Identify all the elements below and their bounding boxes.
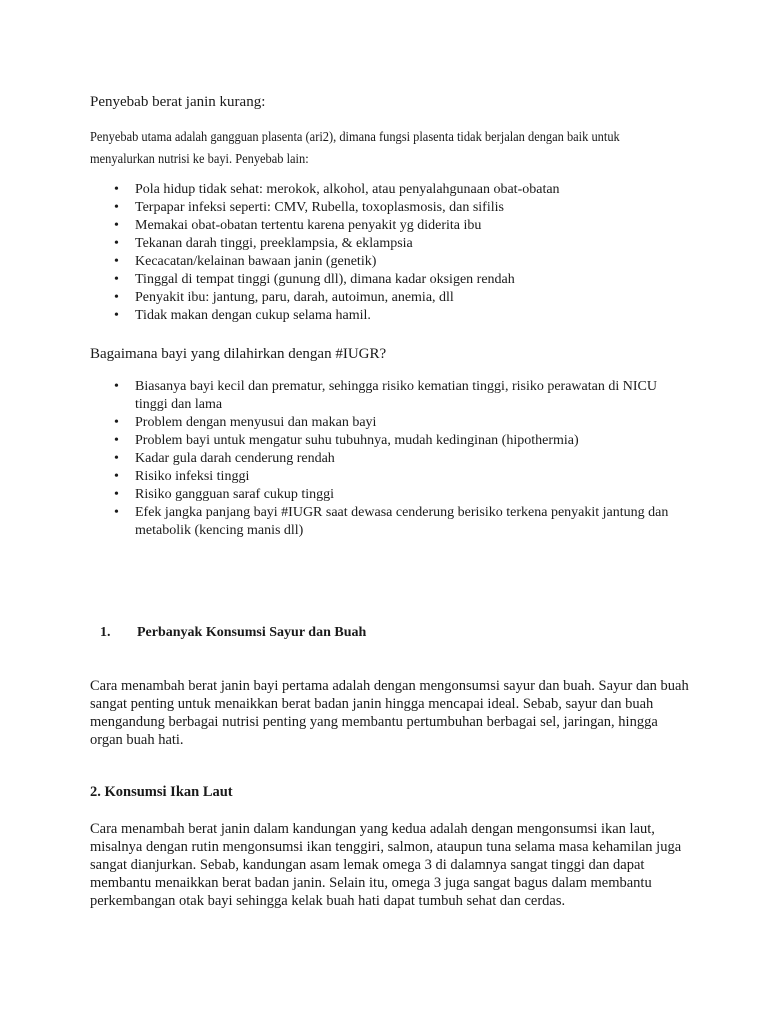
list-item-text: Terpapar infeksi seperti: CMV, Rubella, toxoplasmosis, dan sifilis xyxy=(135,200,504,215)
bullet-icon: • xyxy=(114,451,119,466)
list-item xyxy=(90,307,690,325)
list-item xyxy=(90,432,670,450)
list-item-text: Risiko gangguan saraf cukup tinggi xyxy=(135,487,335,502)
tip2-paragraph: Cara menambah berat janin dalam kandungan yang kedua adalah dengan mengonsumsi ikan laut, misalnya dengan rutin mengonsumsi ikan tenggiri, salmon, ataupun tuna selama masa kehamilan juga sangat dianjurkan. Sebab, kandungan asam lemak omega 3 di dalamnya sangat tinggi dan dapat membantu menaikkan berat badan janin. Selain itu, omega 3 juga sangat bagus dalam membantu perkembangan otak bayi sehingga kelak buah hati dapat tumbuh sehat dan cerdas. xyxy=(90,821,682,909)
list-item xyxy=(90,217,690,235)
bullet-icon: • xyxy=(114,290,119,305)
list-item xyxy=(90,414,670,432)
list-item-text: Kadar gula darah cenderung rendah xyxy=(135,451,335,466)
list-item-text: Tidak makan dengan cukup selama hamil. xyxy=(135,308,371,323)
list-item xyxy=(90,289,690,307)
bullet-icon: • xyxy=(114,272,119,287)
list-item-text: Kecacatan/kelainan bawaan janin (genetik) xyxy=(135,254,377,269)
bullet-icon: • xyxy=(114,469,119,484)
tip1-title: Perbanyak Konsumsi Sayur dan Buah xyxy=(137,625,367,640)
bullet-icon: • xyxy=(114,415,119,430)
list-item-text: Efek jangka panjang bayi #IUGR saat dewasa cenderung berisiko terkena penyakit jantung dan metabolik (kencing manis dll) xyxy=(135,505,669,538)
tip1-paragraph: Cara menambah berat janin bayi pertama adalah dengan mengonsumsi sayur dan buah. Sayur dan buah sangat penting untuk menaikkan berat badan janin hingga mencapai ideal. Sebab, sayur dan buah mengandung berbagai nutrisi penting yang membantu pertumbuhan berbagai sel, jaringan, hingga organ buah hati. xyxy=(90,678,689,748)
list-item-text: Pola hidup tidak sehat: merokok, alkohol, atau penyalahgunaan obat-obatan xyxy=(135,182,560,197)
bullet-icon: • xyxy=(114,379,119,394)
list-item xyxy=(90,450,670,468)
list-item xyxy=(90,486,670,504)
list-item-text: Biasanya bayi kecil dan prematur, sehingga risiko kematian tinggi, risiko perawatan di NICU tinggi dan lama xyxy=(135,379,657,412)
tip1-number: 1. xyxy=(100,625,111,640)
intro-paragraph: Penyebab utama adalah gangguan plasenta (ari2), dimana fungsi plasenta tidak berjalan dengan baik untuk menyalurkan nutrisi ke bayi. Penyebab lain: xyxy=(90,129,620,166)
causes-list xyxy=(90,181,690,325)
tip2-heading: 2. Konsumsi Ikan Laut xyxy=(90,784,233,800)
list-item-text: Penyakit ibu: jantung, paru, darah, autoimun, anemia, dll xyxy=(135,290,454,305)
list-item xyxy=(90,271,690,289)
list-item xyxy=(90,235,690,253)
iugr-effects-list xyxy=(90,378,670,540)
bullet-icon: • xyxy=(114,487,119,502)
iugr-heading: Bagaimana bayi yang dilahirkan dengan #IUGR? xyxy=(90,346,387,362)
list-item xyxy=(90,199,690,217)
list-item-text: Tinggal di tempat tinggi (gunung dll), dimana kadar oksigen rendah xyxy=(135,272,515,287)
bullet-icon: • xyxy=(114,433,119,448)
intro-heading: Penyebab berat janin kurang: xyxy=(90,94,266,110)
list-item-text: Problem bayi untuk mengatur suhu tubuhnya, mudah kedinginan (hipothermia) xyxy=(135,433,579,448)
bullet-icon: • xyxy=(114,236,119,251)
bullet-icon: • xyxy=(114,505,119,520)
tip1-heading xyxy=(100,625,366,641)
list-item xyxy=(90,253,690,271)
bullet-icon: • xyxy=(114,182,119,197)
list-item xyxy=(90,504,670,540)
list-item xyxy=(90,181,690,199)
list-item xyxy=(90,468,670,486)
bullet-icon: • xyxy=(114,254,119,269)
bullet-icon: • xyxy=(114,308,119,323)
list-item-text: Risiko infeksi tinggi xyxy=(135,469,250,484)
list-item-text: Problem dengan menyusui dan makan bayi xyxy=(135,415,377,430)
bullet-icon: • xyxy=(114,200,119,215)
bullet-icon: • xyxy=(114,218,119,233)
list-item-text: Memakai obat-obatan tertentu karena penyakit yg diderita ibu xyxy=(135,218,482,233)
list-item xyxy=(90,378,670,414)
list-item-text: Tekanan darah tinggi, preeklampsia, & eklampsia xyxy=(135,236,413,251)
